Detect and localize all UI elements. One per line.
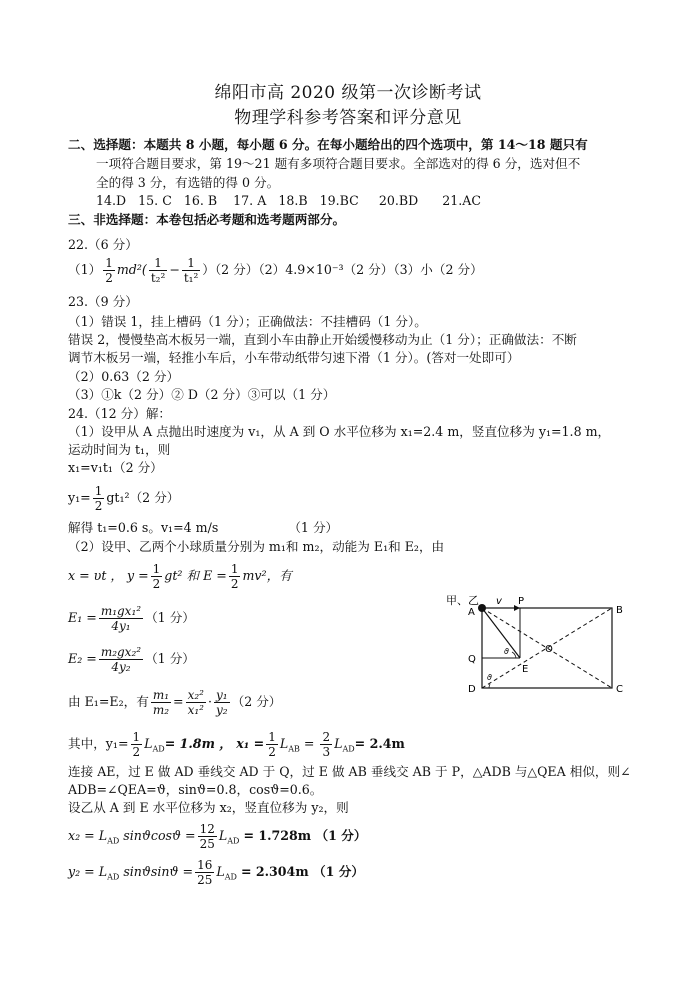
line-AE (482, 608, 520, 658)
label-D: D (468, 684, 476, 695)
q24-line12: 连接 AE，过 E 做 AD 垂线交 AD 于 Q，过 E 做 AB 垂线交 AB 于 P，△ADB 与△QEA 相似，则∠ (68, 764, 631, 779)
q24-line15: $x_2 = L_{AD}$ sinϑcosϑ = $\frac{12}{25}$ $L_{AD} = 1.728m$ （1 分） (68, 822, 367, 851)
fraction: $\frac{1}{\text{t₂²}}$ (150, 256, 166, 285)
label-Q: Q (468, 654, 476, 665)
fraction: $\frac{1}{2}$ (268, 730, 276, 759)
q24-heading: 24.（12 分）解： (68, 406, 172, 421)
q23-line1: （1）错误 1，挂上槽码（1 分）；正确做法：不挂槽码（1 分）。 (68, 314, 427, 329)
fraction: $\frac{\text{m₂gx₂²}}{\text{4y₂}}$ (100, 645, 142, 674)
doc-subtitle: 物理学科参考答案和评分意见 (234, 108, 462, 128)
q24-line14: 设乙从 A 到 E 水平位移为 x₂，竖直位移为 y₂，则 (68, 800, 349, 815)
q22-heading: 22.（6 分） (68, 237, 138, 252)
fraction: $\frac{\text{m₁gx₁²}}{\text{4y₁}}$ (100, 604, 142, 633)
q24-E2: E₂ = $\frac{\text{m₂gx₂²}}{\text{4y₂}}$ （1 分） (68, 645, 195, 674)
fraction: $\frac{1}{2}$ (94, 484, 103, 513)
q24-line6: （2）设甲、乙两个小球质量分别为 m₁和 m₂，动能为 E₁和 E₂，由 (68, 539, 445, 554)
q22-rest: ）（2 分）（2）4.9×10⁻³（2 分）（3）小（2 分） (202, 262, 483, 277)
sec2-line1: 二、选择题：本题共 8 小题，每小题 6 分。在每小题给出的四个选项中，第 14～18 题只有 (68, 137, 588, 152)
q22-answer: （1） $\frac{1}{2}$ md²( $\frac{1}{\text{t₂²}}$ − $\frac{1}{\text{t₁²}}$ ）（2 分）（2）4.9×10⁻³（2 分）（3）小（2 分） (68, 256, 483, 285)
fraction: $\frac{1}{\text{t₁²}}$ (183, 256, 199, 285)
label-theta-E: ϑ (504, 647, 509, 656)
q23-heading: 23.（9 分） (68, 294, 138, 309)
answer-item: 16. B (183, 193, 218, 208)
q24-E1: E₁ = $\frac{\text{m₁gx₁²}}{\text{4y₁}}$ （1 分） (68, 604, 195, 633)
label-C: C (616, 684, 623, 695)
label-A: A (468, 607, 475, 618)
q24-line2: 运动时间为 t₁，则 (68, 442, 171, 457)
sec2-line2: 一项符合题目要求，第 19～21 题有多项符合题目要求。全部选对的得 6 分，选对但不 (96, 156, 581, 171)
q23-line2: 错误 2，慢慢垫高木板另一端，直到小车由静止开始缓慢移动为止（1 分）；正确做法：不断 (68, 332, 577, 347)
answer-item: 19.BC (319, 193, 359, 208)
q23-line3: 调节木板另一端，轻推小车后，小车带动纸带匀速下滑（1 分）。(答对一处即可） (68, 350, 520, 365)
q24-line1: （1）设甲从 A 点抛出时速度为 v₁，从 A 到 O 水平位移为 x₁=2.4 m，竖直位移为 y₁=1.8 m， (68, 424, 611, 439)
label-E: E (522, 664, 529, 675)
label-v: v (496, 596, 502, 607)
q24-line16: $y_2 = L_{AD}$ sinϑsinϑ = $\frac{16}{25}$ $L_{AD} = 2.304m$ （1 分） (68, 858, 364, 887)
q22-expr: md²( (116, 262, 147, 277)
label-theta-D: ϑ (487, 673, 492, 682)
label-jiayi: 甲、乙 (446, 594, 479, 607)
fraction: $\frac{1}{2}$ (105, 256, 113, 285)
answer-item: 17. A (233, 193, 267, 208)
fraction: $\frac{1}{2}$ (230, 562, 239, 591)
ball (478, 604, 486, 612)
q24-line4: y₁= $\frac{1}{2}$ gt₁²（2 分） (68, 484, 180, 513)
answer-item: 15. C (138, 193, 172, 208)
fraction: $\frac{2}{3}$ (322, 730, 331, 759)
q24-line5: 解得 t₁=0.6 s。v₁=4 m/s （1 分） (68, 520, 339, 535)
doc-title: 绵阳市高 2020 级第一次诊断考试 (214, 83, 482, 103)
q24-line11: 其中，y₁= $\frac{1}{2}$ $L_{AD}= 1.8m$ ， x₁ = $\frac{1}{2}$ $L_{AB}$ = $\frac{2}{3}$ $L_{AD}= 2.4m$ (68, 730, 405, 759)
geometry-diagram (440, 590, 623, 700)
label-P: P (518, 596, 525, 607)
fraction: $\frac{12}{25}$ (199, 822, 215, 851)
fraction: $\frac{\text{m₁}}{\text{m₂}}$ (152, 688, 170, 717)
label-B: B (616, 605, 623, 616)
q23-line4: （2）0.63（2 分） (68, 369, 180, 384)
fraction: $\frac{1}{2}$ (152, 562, 161, 591)
fraction: $\frac{\text{x₂²}}{\text{x₁²}}$ (187, 688, 204, 717)
answer-item: 14.D (96, 193, 127, 208)
label-O: O (545, 644, 553, 655)
fraction: $\frac{16}{25}$ (197, 858, 213, 887)
sec2-line3: 全的得 3 分，有选错的得 0 分。 (96, 175, 280, 190)
answer-item: 21.AC (442, 193, 481, 208)
answer-item: 18.B (278, 193, 308, 208)
q24-line10: 由 E₁=E₂，有 $\frac{\text{m₁}}{\text{m₂}}$ = $\frac{\text{x₂²}}{\text{x₁²}}$ · $\frac{\text{y₁}}{\text{y₂}}$ （2 分） (68, 688, 282, 717)
answer-row (96, 192, 481, 209)
q23-line5: （3）①k（2 分）② D（2 分）③可以（1 分） (68, 387, 336, 402)
sec3-heading: 三、非选择题：本卷包括必考题和选考题两部分。 (68, 212, 346, 227)
answer-item: 20.BD (378, 193, 419, 208)
q24-line7: x = υt ， y = $\frac{1}{2}$ gt² 和 E = $\frac{1}{2}$ mv²，有 (68, 562, 292, 591)
fraction: $\frac{\text{y₁}}{\text{y₂}}$ (216, 688, 228, 717)
q24-line13: ADB=∠QEA=ϑ，sinϑ=0.8，cosϑ=0.6。 (68, 782, 323, 797)
q24-line3: x₁=v₁t₁（2 分） (68, 460, 163, 475)
q22-label: （1） (68, 262, 102, 277)
fraction: $\frac{1}{2}$ (132, 730, 141, 759)
